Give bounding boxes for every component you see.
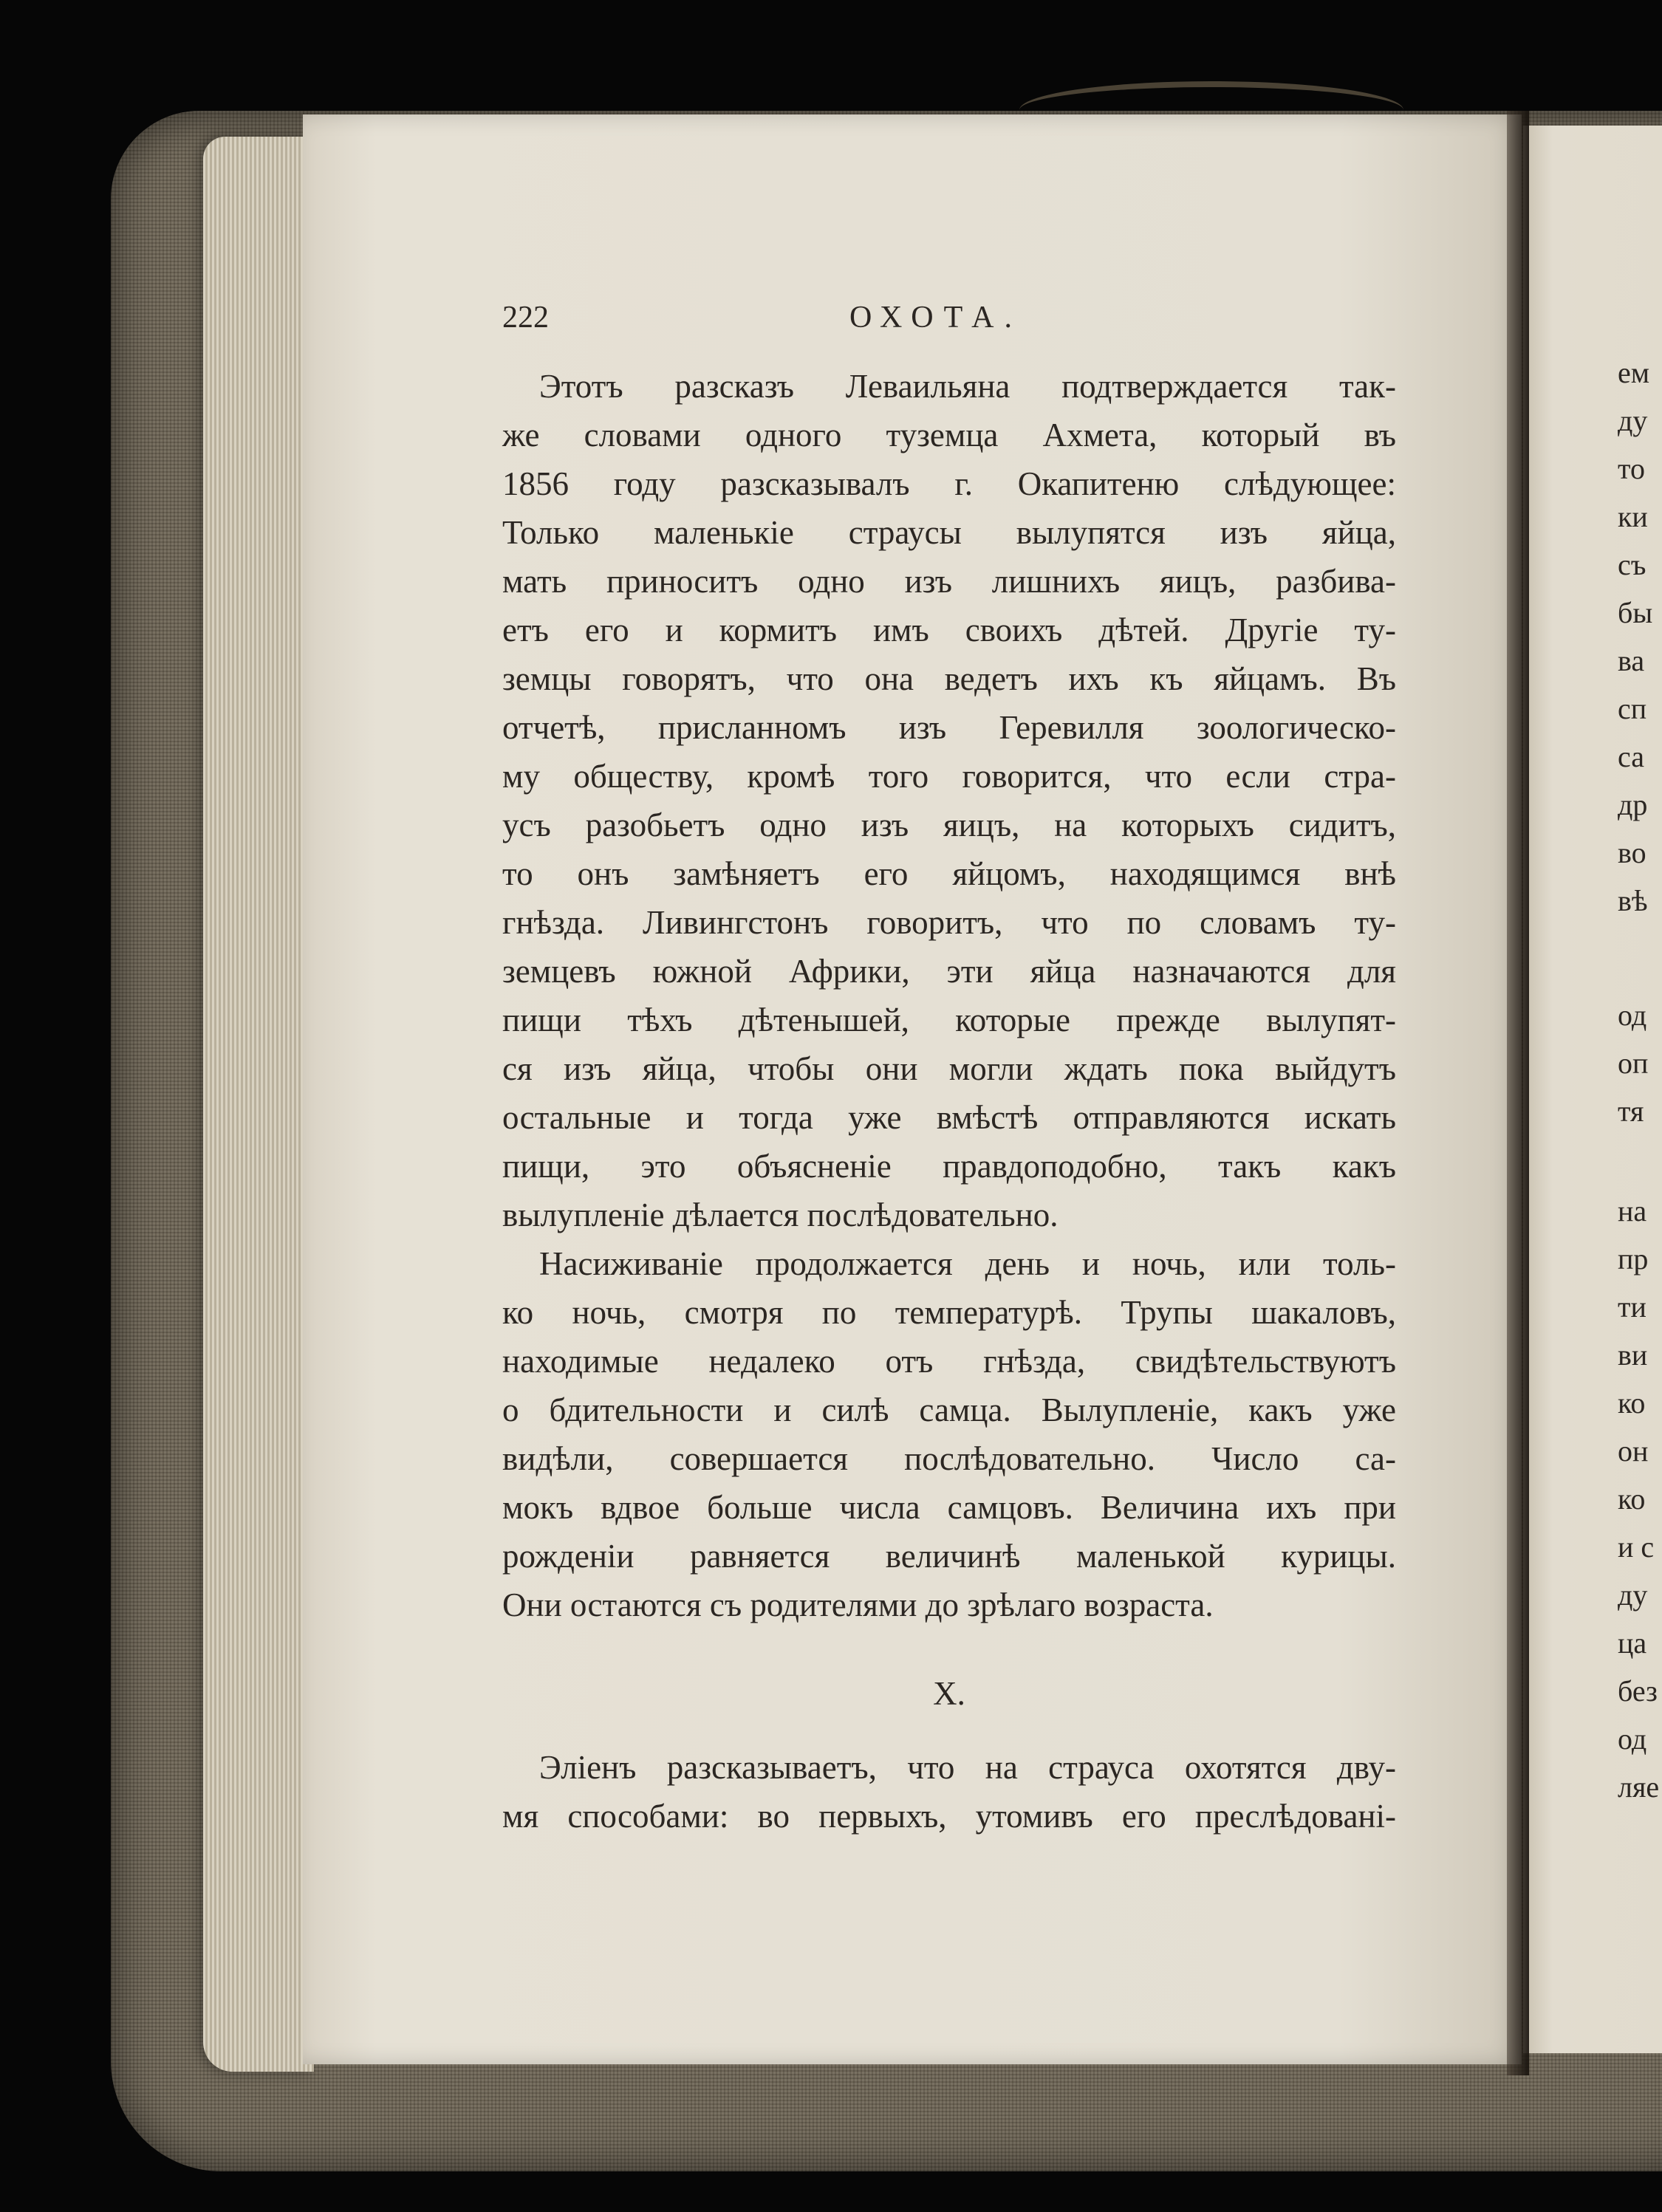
- right-page-fragment: без: [1618, 1674, 1658, 1708]
- right-page-fragment: са: [1618, 740, 1644, 773]
- right-page-fragment: др: [1618, 788, 1648, 821]
- page-edges: [203, 137, 314, 2072]
- text-line: земцевъ южной Африки, эти яйца назначаются для: [502, 953, 1396, 990]
- text-line: ко ночь, смотря по температурѣ. Трупы шакаловъ,: [502, 1294, 1396, 1331]
- right-page-fragment: ва: [1618, 644, 1645, 677]
- running-title: ОХОТА.: [849, 301, 1022, 335]
- right-page-fragment: съ: [1618, 548, 1646, 581]
- text-line: мокъ вдвое больше числа самцовъ. Величина ихъ при: [502, 1489, 1396, 1526]
- right-page-fragment: ляе: [1618, 1770, 1660, 1804]
- text-line: Насиживаніе продолжается день и ночь, или толь-: [539, 1245, 1396, 1282]
- text-line: мя способами: во первыхъ, утомивъ его преслѣдовані-: [502, 1798, 1396, 1835]
- right-page-fragment: бы: [1618, 596, 1653, 629]
- text-line: усъ разобьетъ одно изъ яицъ, на которыхъ сидитъ,: [502, 807, 1396, 843]
- right-page-fragment: пр: [1618, 1242, 1649, 1276]
- right-page-fragment: он: [1618, 1434, 1649, 1468]
- text-line: рожденіи равняется величинѣ маленькой курицы.: [502, 1538, 1396, 1575]
- text-line: остальные и тогда уже вмѣстѣ отправляются искать: [502, 1099, 1396, 1136]
- section-heading-block: [502, 1669, 1396, 1718]
- text-line: мать приноситъ одно изъ лишнихъ яицъ, разбива-: [502, 563, 1396, 600]
- main-text: [502, 362, 1396, 1629]
- right-page-fragment: на: [1618, 1194, 1647, 1227]
- text-line: земцы говорятъ, что она ведетъ ихъ къ яйцамъ. Въ: [502, 660, 1396, 697]
- text-line: ся изъ яйца, чтобы они могли ждать пока выйдутъ: [502, 1050, 1396, 1087]
- right-page-fragment: во: [1618, 836, 1646, 869]
- text-line: находимые недалеко отъ гнѣзда, свидѣтельствуютъ: [502, 1343, 1396, 1380]
- right-page-fragment: то: [1618, 452, 1645, 485]
- paragraph-2: [502, 1239, 1396, 1629]
- right-page-fragment: ем: [1618, 356, 1650, 389]
- section-heading: X.: [933, 1675, 965, 1712]
- right-page-fragment: од: [1618, 999, 1647, 1032]
- right-page-fragment: тя: [1618, 1095, 1644, 1128]
- paragraph-1: [502, 362, 1396, 1239]
- paragraph-3: [502, 1743, 1396, 1841]
- page-number: 222: [502, 301, 549, 335]
- right-page-fragment: ви: [1618, 1338, 1648, 1372]
- text-line: о бдительности и силѣ самца. Вылупленіе, какъ уже: [502, 1391, 1396, 1428]
- right-page-fragment: ки: [1618, 500, 1648, 533]
- right-page-fragment: од: [1618, 1722, 1647, 1756]
- right-page-text: [1618, 0, 1662, 2212]
- text-line: 1856 году разсказывалъ г. Окапитеню слѣдующее:: [502, 465, 1396, 502]
- text-line: то онъ замѣняетъ его яйцомъ, находящимся внѣ: [502, 855, 1396, 892]
- text-line: вылупленіе дѣлается послѣдовательно.: [502, 1196, 1059, 1233]
- text-line: пищи, это объясненіе правдоподобно, такъ какъ: [502, 1148, 1396, 1185]
- right-page-fragment: ти: [1618, 1290, 1646, 1324]
- text-line: пищи тѣхъ дѣтенышей, которые прежде вылупят-: [502, 1001, 1396, 1038]
- right-page-fragment: ду: [1618, 1578, 1648, 1612]
- right-page-fragment: вѣ: [1618, 884, 1648, 917]
- text-line: же словами одного туземца Ахмета, который въ: [502, 417, 1396, 453]
- right-page-fragment: ко: [1618, 1386, 1646, 1420]
- text-line: видѣли, совершается послѣдовательно. Число са-: [502, 1440, 1396, 1477]
- right-page-fragment: ца: [1618, 1626, 1647, 1660]
- text-line: етъ его и кормитъ имъ своихъ дѣтей. Другіе ту-: [502, 612, 1396, 648]
- text-line: Эліенъ разсказываетъ, что на страуса охотятся дву-: [539, 1749, 1396, 1786]
- text-line: му обществу, кромѣ того говорится, что если стра-: [502, 758, 1396, 795]
- book-gutter: [1507, 111, 1529, 2075]
- text-line: гнѣзда. Ливингстонъ говоритъ, что по словамъ ту-: [502, 904, 1396, 941]
- right-page-fragment: и с: [1618, 1530, 1655, 1564]
- right-page-fragment: ко: [1618, 1482, 1646, 1516]
- text-line: Этотъ разсказъ Леваильяна подтверждается так-: [539, 368, 1396, 405]
- text-line: Они остаются съ родителями до зрѣлаго возраста.: [502, 1586, 1214, 1623]
- text-line: отчетѣ, присланномъ изъ Геревилля зоологическо-: [502, 709, 1396, 746]
- page-header: [502, 295, 1396, 340]
- right-page-fragment: ду: [1618, 404, 1648, 437]
- text-line: Только маленькіе страусы вылупятся изъ яйца,: [502, 514, 1396, 551]
- right-page-fragment: сп: [1618, 692, 1647, 725]
- right-page-fragment: оп: [1618, 1047, 1649, 1080]
